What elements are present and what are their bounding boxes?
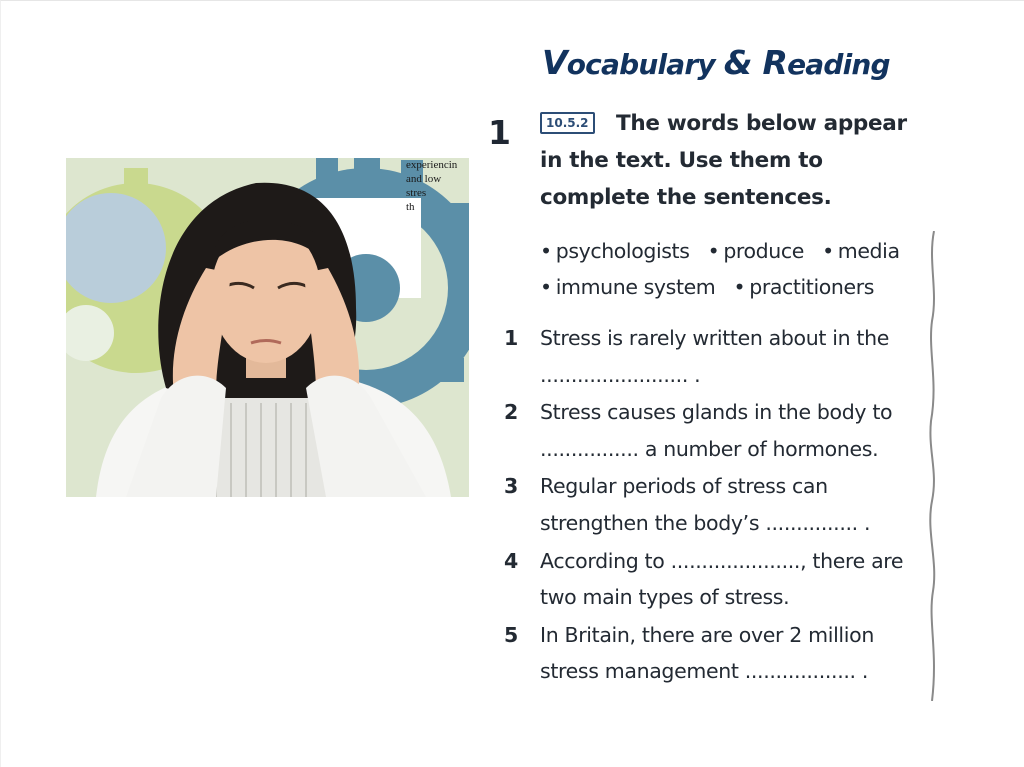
bullet-icon: • — [540, 239, 552, 263]
heading-word: eading — [787, 48, 890, 81]
heading-initial: R — [751, 43, 788, 82]
sentence-item — [487, 320, 908, 393]
sentence-text: Stress causes glands in the body to ................ a number of hormones. — [540, 400, 893, 461]
photo-text-line: th — [406, 201, 415, 213]
sentence-number: 5 — [504, 622, 518, 647]
audio-track-badge: 10.5.2 — [540, 112, 595, 134]
sentence-number: 1 — [504, 326, 518, 350]
sentence-list — [487, 320, 927, 691]
bullet-icon: • — [707, 239, 720, 263]
sentence-number: 4 — [504, 548, 518, 573]
word-item: produce — [723, 239, 804, 263]
heading-ampersand: & — [723, 43, 752, 82]
sentence-text: Stress is rarely written about in the ........................ . — [540, 326, 889, 387]
heading-word: ocabulary — [566, 48, 724, 81]
photo-background-text — [406, 158, 469, 214]
bullet-icon: • — [540, 275, 552, 299]
exercise-instruction — [540, 105, 918, 216]
photo-text-line: and low — [406, 173, 442, 185]
sentence-item — [487, 543, 908, 616]
bullet-icon: • — [822, 239, 834, 263]
word-box-row — [540, 269, 920, 305]
heading-initial: V — [542, 43, 567, 82]
photo-text-line: stres — [406, 187, 427, 199]
exercise-number: 1 — [488, 113, 511, 152]
sentence-item — [487, 394, 908, 467]
sentence-number: 3 — [504, 474, 518, 499]
instruction-text: The words below appear in the text. Use them to complete the sentences. — [540, 111, 907, 210]
section-heading — [542, 43, 890, 82]
textbook-page — [487, 37, 939, 727]
word-item: media — [837, 239, 900, 263]
sentence-item — [487, 468, 908, 541]
sentence-text: In Britain, there are over 2 million stress management .................. . — [540, 622, 874, 684]
bullet-icon: • — [733, 275, 746, 299]
sentence-item — [487, 617, 908, 690]
torn-page-edge — [926, 231, 940, 701]
sentence-text: According to ....................., there are two main types of stress. — [540, 548, 904, 610]
word-box — [540, 233, 920, 305]
sentence-number: 2 — [504, 400, 518, 425]
word-item: psychologists — [555, 239, 690, 263]
sentence-text: Regular periods of stress can strengthen the body’s ............... . — [540, 474, 871, 535]
word-item: practitioners — [749, 275, 875, 299]
stressed-girl-photo — [66, 158, 469, 497]
word-item: immune system — [555, 275, 716, 299]
photo-text-line: experiencin — [406, 159, 458, 171]
word-box-row — [540, 233, 920, 269]
